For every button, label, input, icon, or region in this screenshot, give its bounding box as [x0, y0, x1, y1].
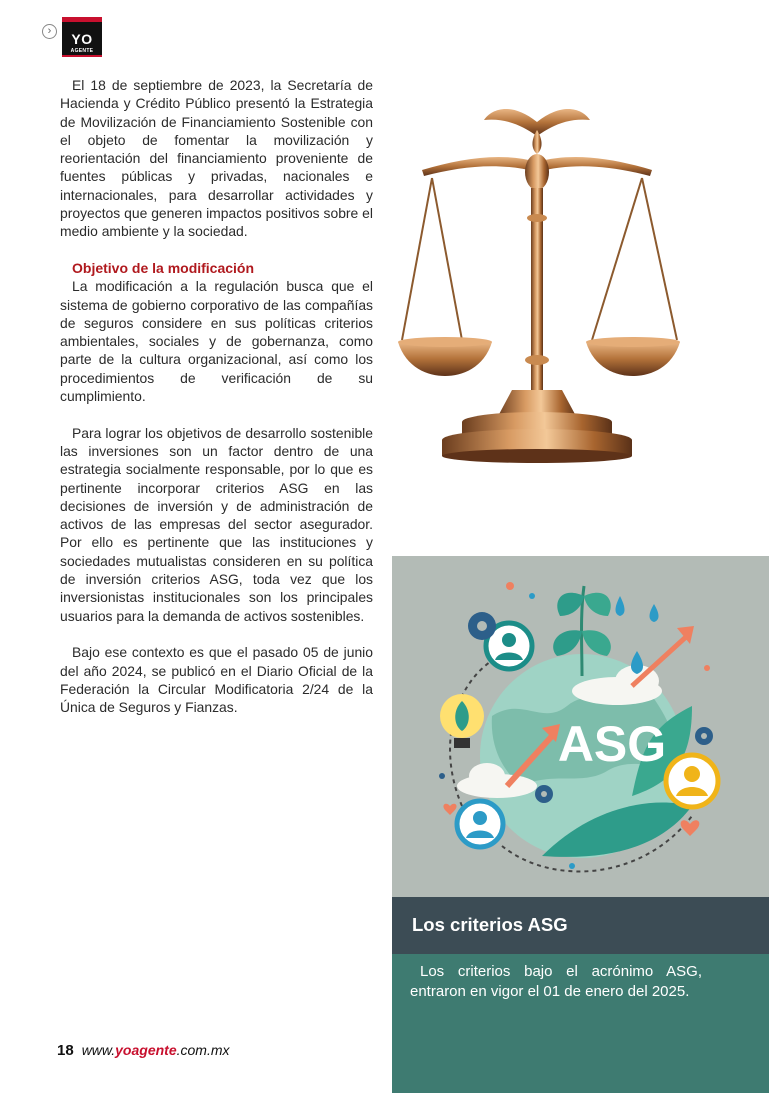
magazine-logo: [62, 17, 102, 57]
page-number: 18: [57, 1042, 74, 1059]
article-subheading: Objetivo de la modificación: [72, 259, 255, 276]
article-paragraph-1: El 18 de septiembre de 2023, la Secretaría de Hacienda y Crédito Público presentó la Estrategia de Movilización de Financiamiento Sostenible con el objeto de fomentar la movilización y reorientación del financiamiento proveniente de fuentes públicas y privadas, nacionales e internacionales, para desarrollar actividades y proyectos que generen impactos positivos sobre el medio ambiente y la sociedad.: [60, 77, 373, 240]
article-paragraph-3: Para lograr los objetivos de desarrollo sostenible las inversiones son un factor dentro de una estrategia socialmente responsable, por lo que es pertinente incorporar criterios ASG en las decisiones de inversión y de administración de activos de las empresas del sector asegurador. Por ello es pertinente que las instituciones y sociedades mutualistas consideren en su política de inversión criterios ASG, toda vez que los inversionistas institucionales son los principales usuarios para la demanda de activos sostenibles.: [60, 424, 373, 624]
sidebar-box: [392, 556, 769, 1093]
sidebar-text: Los criterios bajo el acrónimo ASG, entraron en vigor el 01 de enero del 2025.: [410, 963, 702, 1000]
footer-url-tld: .com.mx: [176, 1042, 230, 1058]
logo-agente: AGENTE: [70, 48, 94, 54]
sidebar-title-bar: [392, 897, 769, 954]
footer-url-brand: yoagente: [115, 1042, 177, 1058]
sidebar-title: Los criterios ASG: [412, 914, 568, 935]
asg-illustration: [392, 556, 769, 897]
scales-of-justice-image: [392, 100, 682, 465]
logo-yo: YO: [71, 31, 93, 47]
article-column: [60, 76, 373, 735]
article-paragraph-2: La modificación a la regulación busca que el sistema de gobierno corporativo de las compañías de seguros considere en sus políticas criterios ambientales, sociales y de gobernanza, como parte de la cultura organizacional, así como los procedimientos de verificación de su cumplimiento.: [60, 278, 373, 405]
page-footer: [57, 1042, 230, 1059]
sidebar-body: [392, 954, 769, 1093]
next-page-icon[interactable]: ›: [42, 24, 57, 39]
footer-url-www: www.: [81, 1042, 116, 1058]
article-paragraph-4: Bajo ese contexto es que el pasado 05 de junio del año 2024, se publicó en el Diario Oficial de la Federación la Circular Modificatoria 2/24 de la Única de Seguros y Fianzas.: [60, 644, 373, 716]
asg-illustration-label: ASG: [557, 716, 667, 772]
